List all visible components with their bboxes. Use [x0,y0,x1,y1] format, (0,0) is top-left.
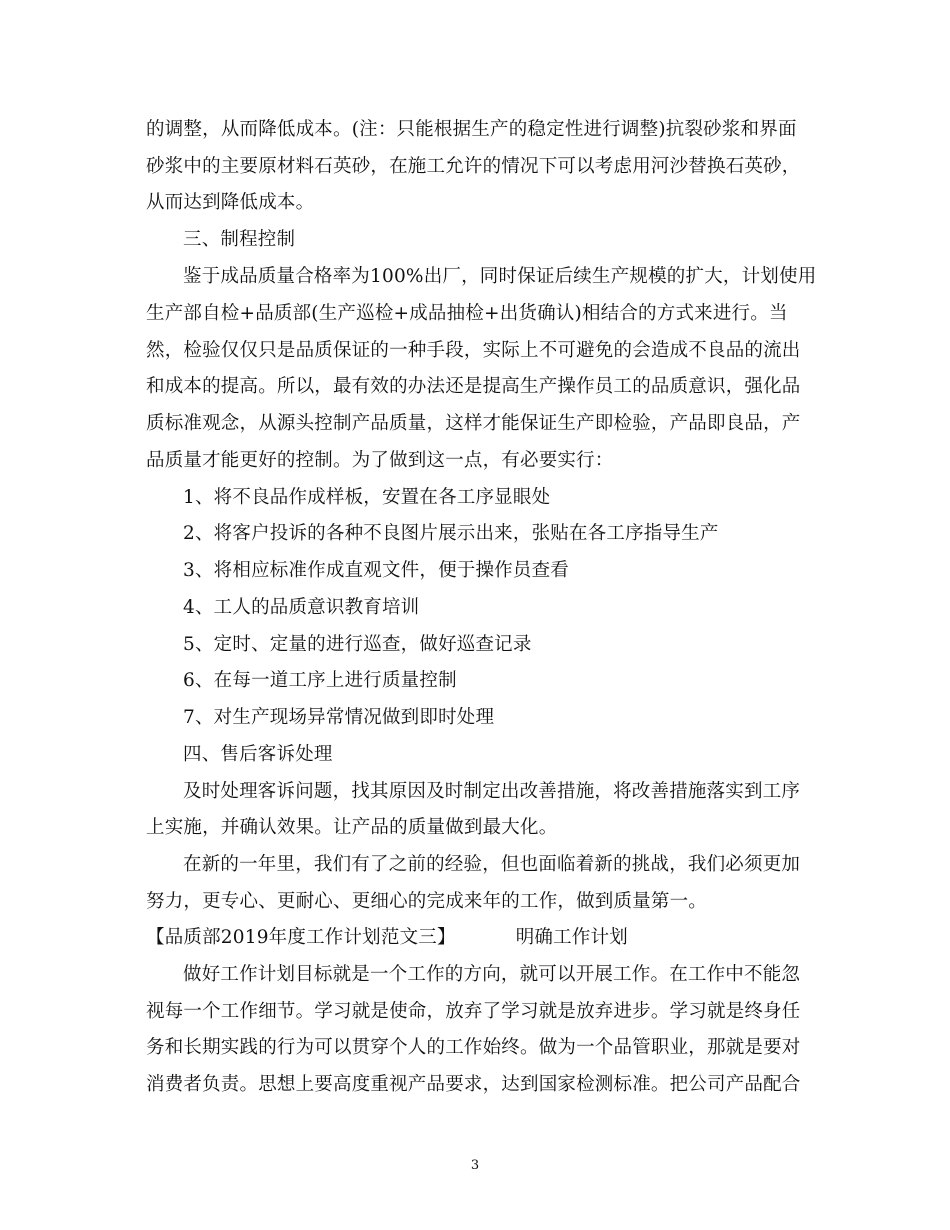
article-heading [146,926,628,950]
text-line: 务和长期实践的行为可以贯穿个人的工作始终。做为一个品管职业，那就是要对 [146,1037,801,1058]
text-line: 质标准观念，从源头控制产品质量，这样才能保证生产即检验，产品即良品，产 [146,413,801,434]
list-item: 5、定时、定量的进行巡查，做好巡查记录 [183,634,532,655]
list-item: 4、工人的品质意识教育培训 [183,597,420,618]
paragraph-line: 在新的一年里，我们有了之前的经验，但也面临着新的挑战，我们必须更加 [183,854,801,875]
article-heading-subtitle: 明确工作计划 [515,927,628,948]
text-line: 品质量才能更好的控制。为了做到这一点，有必要实行： [146,450,614,471]
section-heading: 三、制程控制 [183,229,296,250]
text-line: 上实施，并确认效果。让产品的质量做到最大化。 [146,817,558,838]
section-heading: 四、售后客诉处理 [183,744,333,765]
paragraph-line: 做好工作计划目标就是一个工作的方向，就可以开展工作。在工作中不能忽 [183,964,801,985]
list-item: 3、将相应标准作成直观文件，便于操作员查看 [183,560,569,581]
page-number: 3 [470,1158,480,1173]
list-item: 1、将不良品作成样板，安置在各工序显眼处 [183,487,551,508]
text-line: 从而达到降低成本。 [146,192,315,213]
text-line: 的调整，从而降低成本。(注：只能根据生产的稳定性进行调整)抗裂砂浆和界面 [146,119,797,140]
article-heading-title: 【品质部2019年度工作计划范文三】 [146,927,456,948]
list-item: 7、对生产现场异常情况做到即时处理 [183,707,495,728]
text-line: 努力，更专心、更耐心、更细心的完成来年的工作，做到质量第一。 [146,891,708,912]
text-line: 生产部自检+品质部(生产巡检+成品抽检+出货确认)相结合的方式来进行。当 [146,303,788,324]
list-item: 6、在每一道工序上进行质量控制 [183,670,457,691]
paragraph-line: 鉴于成品质量合格率为100%出厂，同时保证后续生产规模的扩大，计划使用 [183,266,817,287]
paragraph-line: 及时处理客诉问题，找其原因及时制定出改善措施，将改善措施落实到工序 [183,781,801,802]
text-line: 砂浆中的主要原材料石英砂，在施工允许的情况下可以考虑用河沙替换石英砂， [146,156,801,177]
text-line: 消费者负责。思想上要高度重视产品要求，达到国家检测标准。把公司产品配合 [146,1074,801,1095]
text-line: 然，检验仅仅只是品质保证的一种手段，实际上不可避免的会造成不良品的流出 [146,340,801,361]
text-line: 视每一个工作细节。学习就是使命，放弃了学习就是放弃进步。学习就是终身任 [146,1001,801,1022]
text-line: 和成本的提高。所以，最有效的办法还是提高生产操作员工的品质意识，强化品 [146,376,801,397]
list-item: 2、将客户投诉的各种不良图片展示出来，张贴在各工序指导生产 [183,523,719,544]
